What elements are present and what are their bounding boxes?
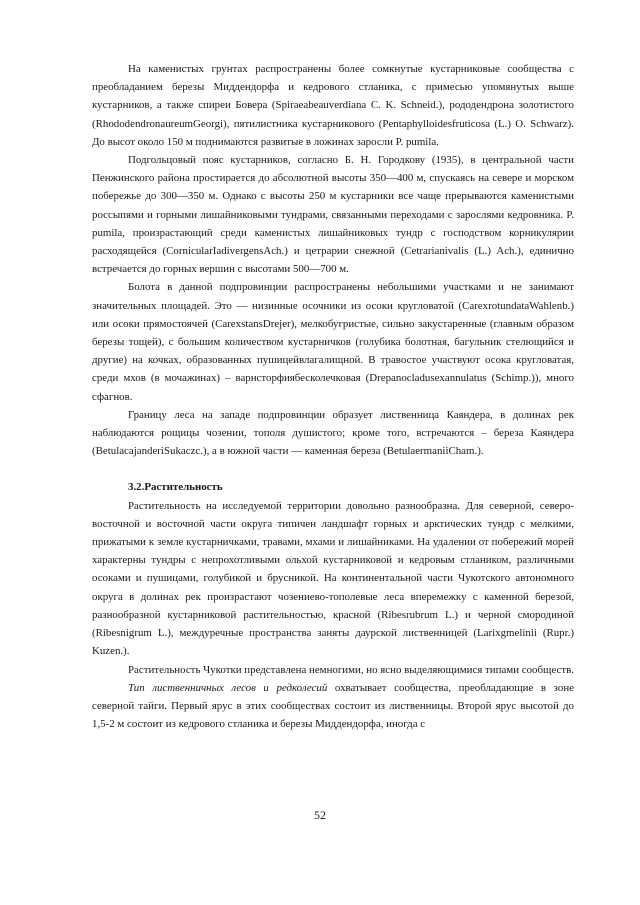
section-heading: 3.2.Растительность bbox=[128, 481, 223, 494]
section-paragraph-3 bbox=[92, 679, 574, 734]
paragraph-4: Границу леса на западе подпровинции образует лиственница Каяндера, в долинах рек наблюдаются рощицы чозении, тополя душистого; кроме того, встречаются – береза Каяндера (BetulacajanderiSukaczc.), а в южной части — каменная береза (BetulaermaniiCham.). bbox=[92, 408, 574, 458]
section-paragraph-1: Растительность на исследуемой территории довольно разнообразна. Для северной, северо-восточной и восточной части округа типичен ландшафт горных и арктических тундр с мелкими, прижатыми к земле кустарничками, травами, мхами и лишайниками. На удалении от побережий морей характерны тундры с непрохотливыми ольхой кустарниковой и кедровым стлаником, различными осоками и пушицами, голубикой и брусникой. На континентальной части Чукотского автономного округа в долинах рек произрастают чозениево-тополевые леса вперемежку с каменной березой, разнообразной кустарниковой растительностью, красной (Ribesrubrum L.) и черной смородиной (Ribesnigrum L.), междуречные пространства заняты даурской лиственницей (Larixgmelinii (Rupr.) Kuzen.). bbox=[92, 499, 574, 658]
section-paragraph-2: Растительность Чукотки представлена немногими, но ясно выделяющимися типами сообществ. bbox=[128, 663, 574, 676]
paragraph-2: Подгольцовый пояс кустарников, согласно Б. Н. Городкову (1935), в центральной части Пенжинского района простирается до абсолютной высоты 350—400 м, спускаясь на севере и морском побережье до 300—350 м. Однако с высоты 250 м кустарники все чаще прерываются каменистыми россыпями и горными лишайниковыми тундрами, связанными переходами с зарослями кедровника. P. pumila, произрастающий среди каменистых лишайниковых тундр с господством корникулярии расходящейся (CornicularIadivergensAch.) и цетрарии снежной (Cetrarianivalis (L.) Ach.), единично встречается до горных вершин с высотами 500—700 м. bbox=[92, 154, 574, 276]
paragraph-3: Болота в данной подпровинции распространены небольшими участками и не занимают значительных площадей. Это — низинные осочники из осоки кругловатой (CarexrotundataWahlenb.) или осоки прямостоячей (CarexstansDrejer), мелкобугристые, сильно закустаренные (главным образом березы тощей), с большим количеством кустарничков (голубика болотная, багульник стелющийся и другие) на кочках, образованных пушицейвлагалищной. В травостое участвуют осока кругловатая, среди мхов (в мочажинах) – варнсторфиябесколечковая (Drepanocladusexannulatus (Schimp.)), много сфагнов. bbox=[92, 281, 574, 403]
section-heading-wrapper bbox=[92, 478, 574, 496]
italic-term: Тип лиственничных лесов и редколесий bbox=[128, 681, 328, 694]
paragraph-1: На каменистых грунтах распространены более сомкнутые кустарниковые сообщества с преобладанием березы Миддендорфа и кедрового стланика, с примесью упомянутых выше кустарников, а также спиреи Бовера (Spiraeabeauverdiana C. K. Schneid.), рододендрона золотистого (RhododendronaureumGeorgi), пятилистника кустарникового (Pentaphylloidesfruticosa (L.) O. Schwarz). До высот около 150 м поднимаются развитые в ложинах заросли P. pumila. bbox=[92, 63, 574, 148]
page-number: 52 bbox=[314, 808, 326, 822]
page-body bbox=[92, 60, 574, 733]
paragraph-continuation: охватывает сообщества, преобладающие в зоне северной тайги. Первый ярус в этих сообществах состоит из лиственницы. Второй ярус высотой до 1,5-2 м состоит из кедрового стланика и березы Миддендорфа, иногда с bbox=[92, 681, 574, 731]
